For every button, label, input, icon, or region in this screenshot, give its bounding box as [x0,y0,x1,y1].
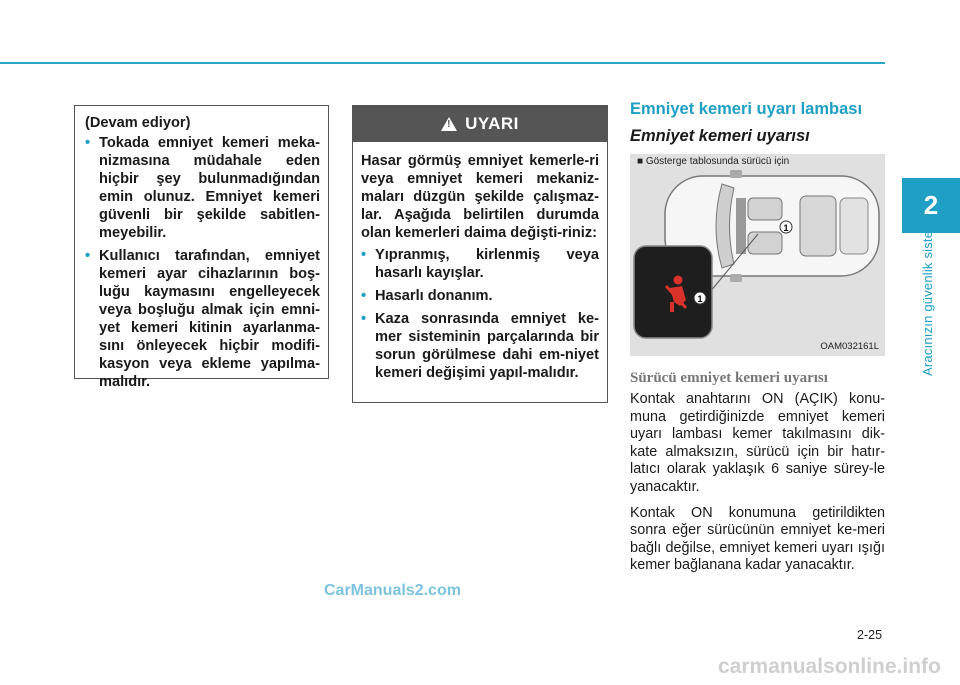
page-number: 2-25 [857,628,883,642]
figure-caption: ■ Gösterge tablosunda sürücü için [637,156,790,167]
watermark-left: CarManuals2.com [324,582,461,599]
list-item: • Kullanıcı tarafından, emniyet kemeri ayar cihazlarının boş-luğu kaymasını engelleyecek veya boşluğu almak için emni-yet kemeri kitinin ayarlanma-sını önleyecek hiçbir modifi-kasyon veya ekleme yapılma-malıdır. [85,247,320,391]
watermark-right: carmanualsonline.info [718,655,941,678]
warning-title: UYARI [465,114,519,133]
warning-header [353,106,607,142]
figure-code: OAM032161L [820,341,879,352]
continued-warning-box [74,105,329,390]
list-item: • Tokada emniyet kemeri meka-nizmasına müdahale eden hiçbir şey bulunmadığından emin olunuz. Emniyet kemeri güvenli bir şekilde sabitlen-meyebilir. [85,134,320,242]
subsection-heading: Sürücü emniyet kemeri uyarısı [630,370,828,386]
list-item: • Yıpranmış, kirlenmiş veya hasarlı kayışlar. [361,246,599,282]
car-top-view-illustration [630,154,885,356]
continued-label: (Devam ediyor) [85,115,191,131]
top-rule [0,62,885,64]
chapter-number: 2 [923,190,939,220]
continued-bullet-list [85,134,320,391]
right-column [630,100,885,583]
section-subheading: Emniyet kemeri uyarısı [630,127,810,145]
warning-bullet-list [361,246,599,382]
callout-one-inset: 1 [697,294,703,304]
list-item: • Kaza sonrasında emniyet ke-mer sisteminin parçalarında bir sorun görülmese dahi em-niyet kemeri değişimi yapıl-malıdır. [361,310,599,382]
paragraph: Kontak anahtarını ON (AÇIK) konu-muna getirdiğinizde emniyet kemeri uyarı lambası kemer takılmasını dik-kate almaksızın, sürücü için bir hatır-latıcı olarak yaklaşık 6 saniye sürey-le yanacaktır. [630,391,885,495]
warning-box [352,105,608,403]
list-item: • Hasarlı donanım. [361,287,599,305]
paragraph: Kontak ON konumuna getirildikten sonra eğer sürücünün emniyet ke-meri bağlı değilse, emniyet kemeri uyarı ışığı kemer bağlanana kadar yanacaktır. [630,504,885,574]
callout-one-car: 1 [783,223,789,233]
chapter-title: Aracınızın güvenlik sistemi [920,216,935,376]
seatbelt-figure [630,154,885,356]
section-heading: Emniyet kemeri uyarı lambası [630,100,863,118]
warning-intro: Hasar görmüş emniyet kemerle-ri veya emniyet kemeri mekaniz-maları düzgün şekilde çalışmaz-lar. Aşağıda belirtilen durumda olan kemerleri daima değişti-riniz: [361,153,599,241]
warning-triangle-icon: ! [441,117,457,131]
